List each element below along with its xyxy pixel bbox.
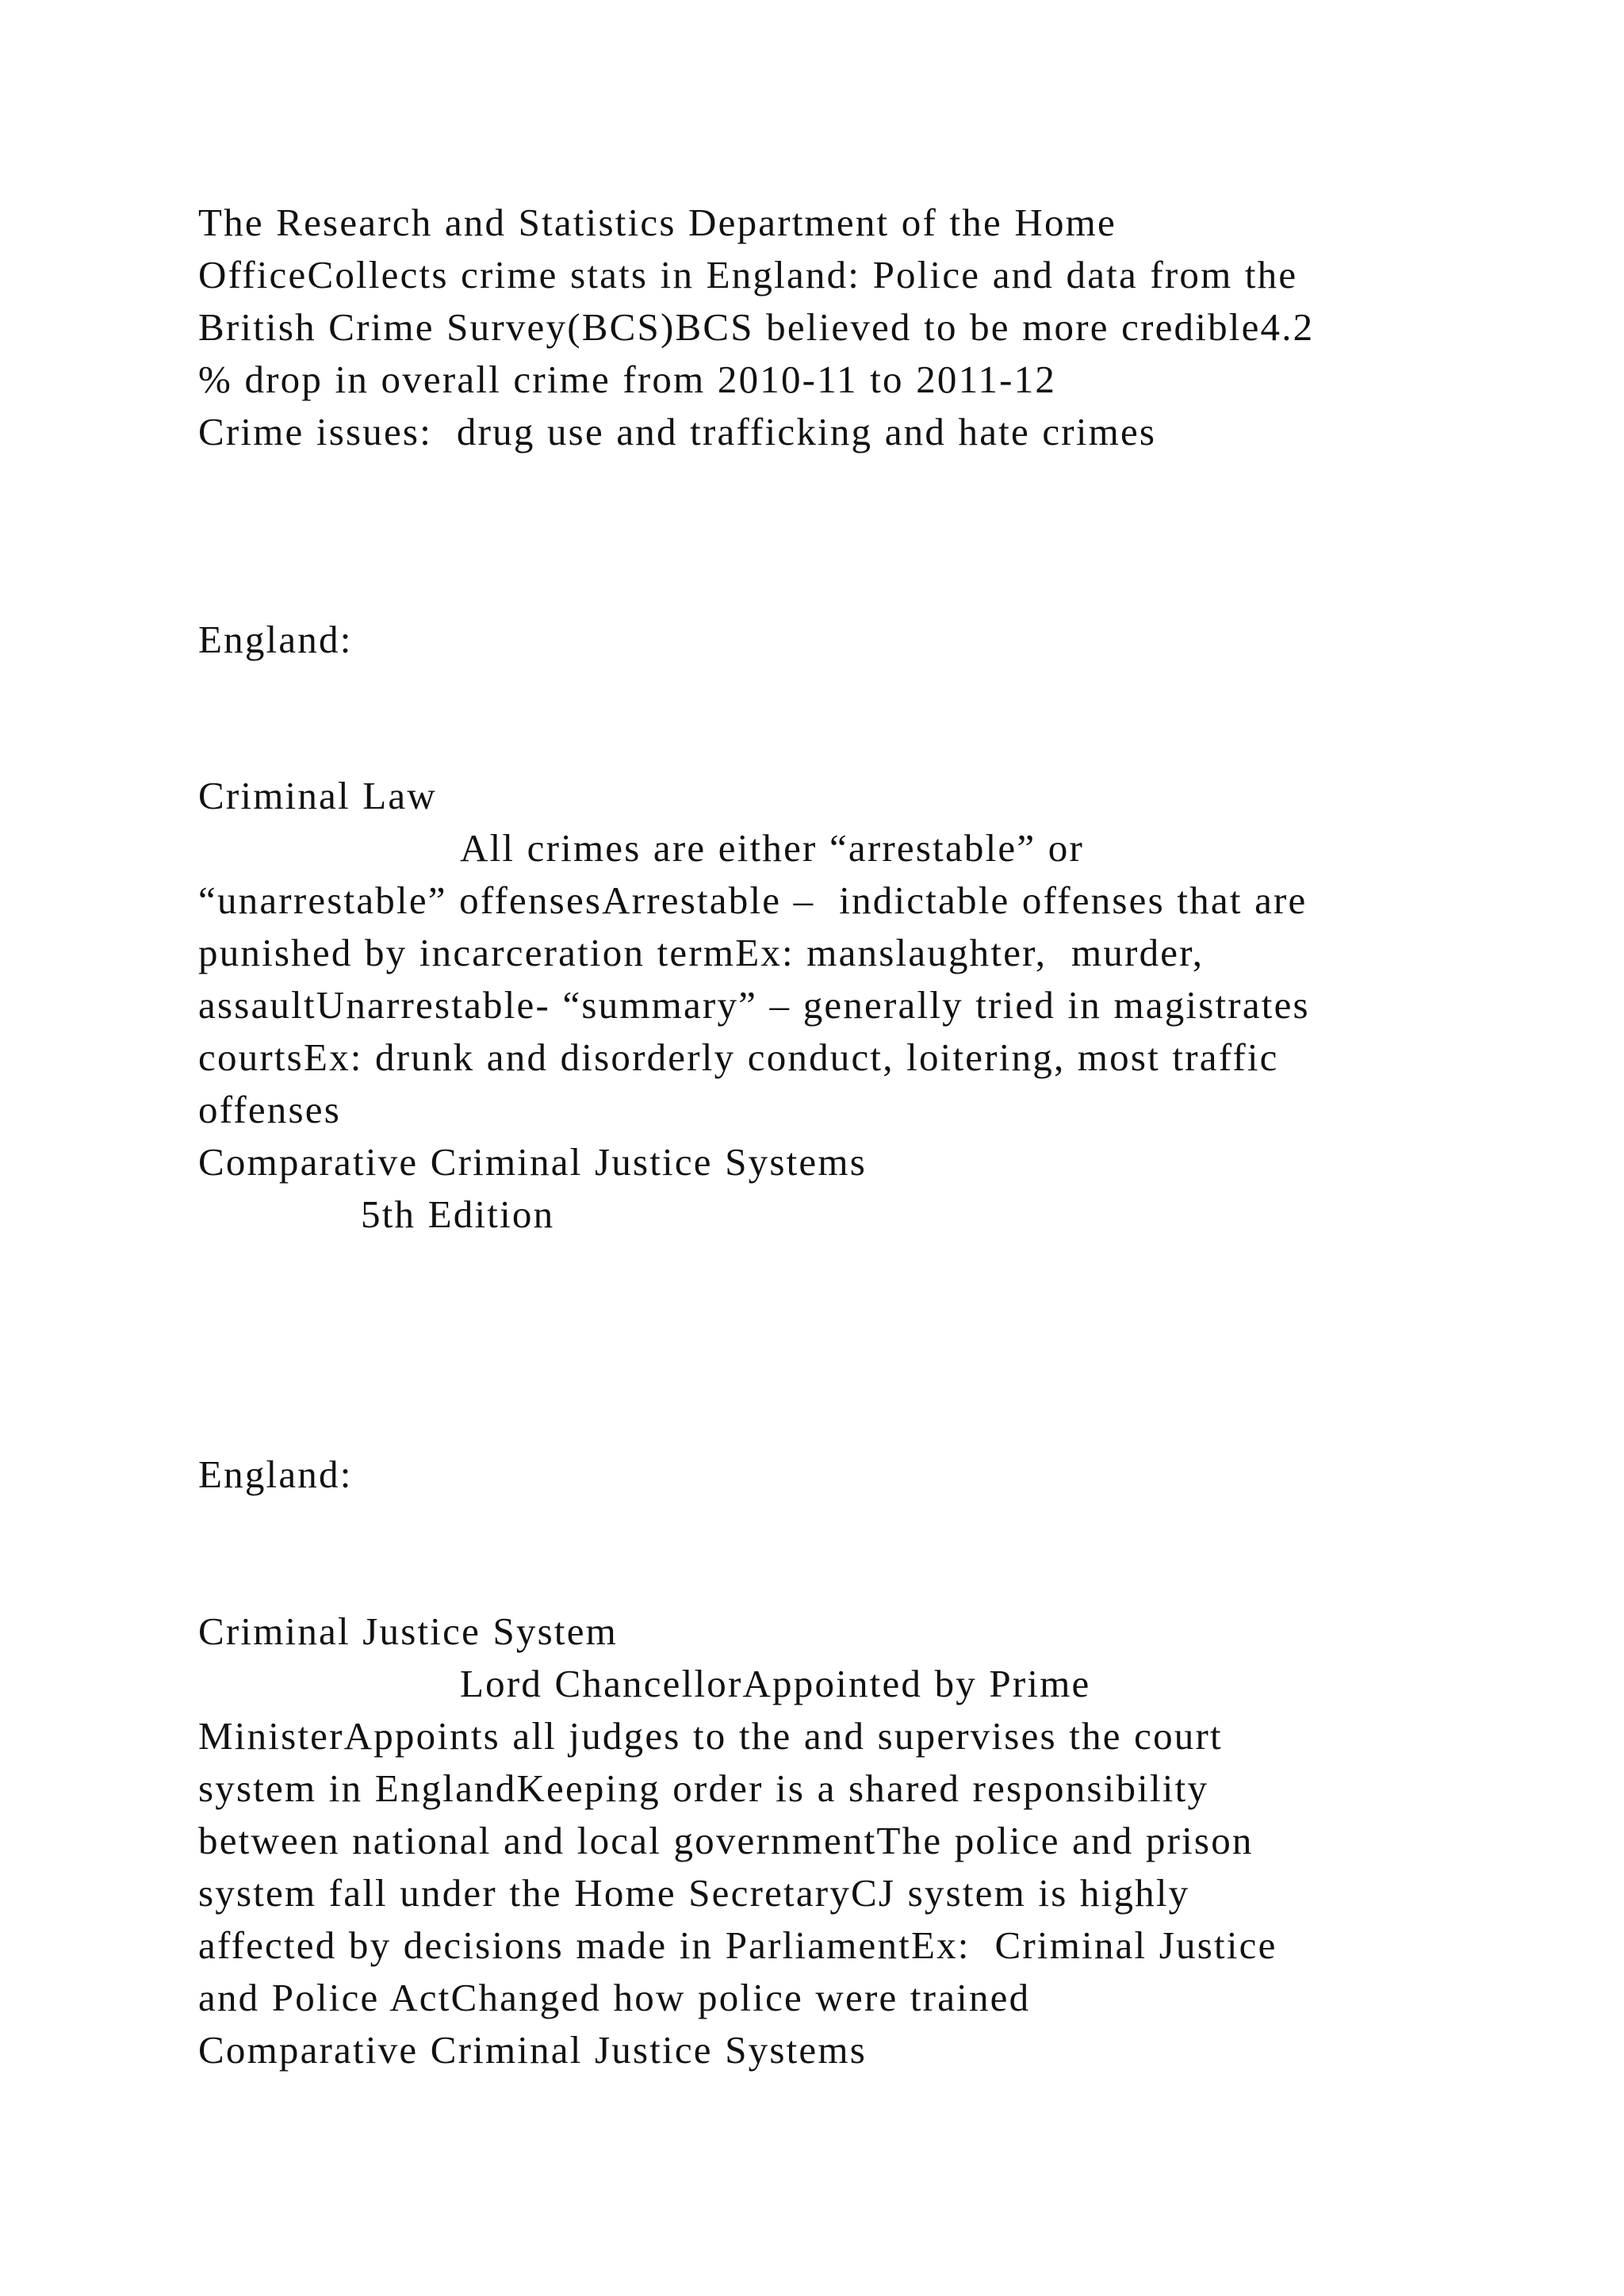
- text-line: between national and local governmentThe police and prison: [198, 1819, 1254, 1862]
- text-line: % drop in overall crime from 2010-11 to 2011-12: [198, 358, 1057, 401]
- text-line: MinisterAppoints all judges to the and supervises the court: [198, 1714, 1223, 1758]
- footer-title: Comparative Criminal Justice Systems: [198, 1140, 867, 1184]
- text-line: system fall under the Home SecretaryCJ system is highly: [198, 1871, 1190, 1915]
- footer-title: Comparative Criminal Justice Systems: [198, 2028, 867, 2072]
- text-line: affected by decisions made in ParliamentEx: Criminal Justice: [198, 1923, 1277, 1967]
- text-line: and Police ActChanged how police were trained: [198, 1976, 1031, 2019]
- section-title: Criminal Justice System: [198, 1609, 618, 1653]
- text-line: British Crime Survey(BCS)BCS believed to be more credible4.2: [198, 305, 1315, 349]
- text-line: system in EnglandKeeping order is a shared responsibility: [198, 1766, 1209, 1810]
- text-line: punished by incarceration termEx: manslaughter, murder,: [198, 931, 1205, 974]
- text-line: Lord ChancellorAppointed by Prime: [460, 1662, 1091, 1705]
- text-line: “unarrestable” offensesArrestable – indictable offenses that are: [198, 878, 1308, 922]
- text-line: assaultUnarrestable- “summary” – generally tried in magistrates: [198, 983, 1310, 1027]
- text-line: Crime issues: drug use and trafficking and hate crimes: [198, 410, 1157, 453]
- section-heading: England:: [198, 1452, 353, 1496]
- text-line: OfficeCollects crime stats in England: Police and data from the: [198, 253, 1298, 297]
- text-line: courtsEx: drunk and disorderly conduct, loitering, most traffic: [198, 1035, 1279, 1079]
- section-heading: England:: [198, 618, 353, 661]
- text-line: offenses: [198, 1088, 341, 1131]
- section-title: Criminal Law: [198, 774, 437, 817]
- footer-edition: 5th Edition: [361, 1192, 555, 1236]
- text-line: The Research and Statistics Department of the Home: [198, 201, 1116, 244]
- text-line: All crimes are either “arrestable” or: [460, 826, 1084, 870]
